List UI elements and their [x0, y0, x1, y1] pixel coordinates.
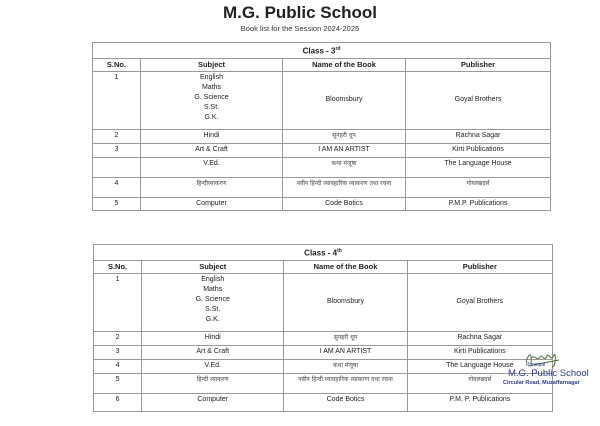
subject-name: Computer [196, 199, 227, 207]
table-row [94, 359, 553, 373]
cell-sno: 1 [94, 273, 142, 331]
cell-publisher: The Language House [407, 359, 552, 373]
cell-sno: 4 [94, 359, 142, 373]
cell-subject [142, 273, 284, 331]
subject-name: Art & Craft [196, 347, 230, 355]
cell-subject [142, 373, 284, 393]
table-row [94, 393, 553, 411]
subject-name: S.St. [205, 305, 221, 313]
subject-name: हिन्दीव्याकरण [196, 179, 227, 187]
table-row [94, 373, 553, 393]
cell-publisher: Kirti Publications [407, 345, 552, 359]
cell-subject [141, 157, 283, 177]
cell-publisher: गोयलब्रदर्स [407, 373, 552, 393]
subject-name: Hindi [203, 131, 220, 139]
cell-book: नवीन हिन्दी व्यावहारिक व्याकरण तथा रचना [284, 373, 407, 393]
cell-sno: 5 [94, 373, 142, 393]
subject-name: G.K. [204, 113, 219, 121]
cell-subject [141, 129, 283, 143]
subject-name: English [200, 73, 223, 81]
cell-book: Bloomsbury [283, 71, 406, 129]
cell-subject [141, 71, 283, 129]
cell-publisher: P.M.P. Publications [406, 197, 551, 210]
subject-name: G. Science [195, 295, 230, 303]
cell-sno: 1 [93, 71, 141, 129]
school-title: M.G. Public School [223, 3, 377, 22]
column-header-row [94, 260, 553, 273]
cell-publisher: Goyal Brothers [407, 273, 552, 331]
subject-name: Maths [203, 285, 223, 293]
cell-sno: 2 [93, 129, 141, 143]
subject-name: Hindi [204, 333, 221, 341]
table-row [93, 129, 551, 143]
stamp-school-name: M.G. Public School [508, 368, 589, 379]
cell-sno: 2 [94, 331, 142, 345]
cell-subject [141, 177, 283, 197]
cell-publisher: गोयलब्रदर्स [406, 177, 551, 197]
cell-book: I AM AN ARTIST [284, 345, 407, 359]
column-header-publisher: Publisher [407, 260, 552, 273]
column-header-book: Name of the Book [284, 260, 407, 273]
table-body [93, 71, 551, 210]
table-body [94, 273, 553, 411]
subject-name: S.St. [203, 103, 220, 111]
booklist-table-class-4 [93, 244, 553, 412]
table-row [93, 197, 551, 210]
cell-book: कथा मंजूषा [284, 359, 407, 373]
column-header-subject: Subject [142, 260, 284, 273]
stamp-address: Circular Road, Muzaffarnagar [503, 380, 580, 386]
table-row [94, 273, 553, 331]
cell-sno: 5 [93, 197, 141, 210]
cell-sno: 6 [94, 393, 142, 411]
cell-subject [142, 345, 284, 359]
session-subtitle: Book list for the Session 2024-2025 [240, 24, 360, 33]
subject-name: G.K. [205, 315, 220, 323]
cell-publisher: Goyal Brothers [406, 71, 551, 129]
cell-sno [93, 157, 141, 177]
stamp-role: Principal [526, 362, 546, 368]
table-row [94, 345, 553, 359]
column-header-row [93, 58, 551, 71]
subject-name: V.Ed. [203, 159, 220, 167]
cell-subject [142, 331, 284, 345]
subject-name: V.Ed. [204, 361, 221, 369]
cell-publisher: Kirti Publications [406, 143, 551, 157]
cell-book: सुनहरी धूप [283, 129, 406, 143]
column-header-sno: S.No. [94, 260, 142, 273]
class-heading: Class - 4th [94, 245, 553, 261]
cell-book: Bloomsbury [284, 273, 407, 331]
table-row [93, 71, 551, 129]
class-heading: Class - 3rd [93, 43, 551, 59]
cell-publisher: Rachna Sagar [406, 129, 551, 143]
column-header-subject: Subject [141, 58, 283, 71]
table-row [93, 177, 551, 197]
subject-name: Computer [197, 395, 229, 403]
cell-subject [142, 393, 284, 411]
cell-publisher: Rachna Sagar [407, 331, 552, 345]
cell-book: सुनहरी धूप [284, 331, 407, 345]
table-row [93, 157, 551, 177]
cell-sno: 4 [93, 177, 141, 197]
subject-name: G. Science [194, 93, 229, 101]
cell-book: Code Botics [283, 197, 406, 210]
cell-book: नवीन हिन्दी व्यावहारिक व्याकरण तथा रचना [283, 177, 406, 197]
cell-publisher: The Language House [406, 157, 551, 177]
subject-name: Maths [201, 83, 222, 91]
table-row [93, 143, 551, 157]
cell-subject [141, 197, 283, 210]
subject-name: हिन्दी व्याकरण [196, 375, 229, 383]
cell-book: I AM AN ARTIST [283, 143, 406, 157]
column-header-publisher: Publisher [406, 58, 551, 71]
cell-sno: 3 [94, 345, 142, 359]
table-row [94, 331, 553, 345]
booklist-table-class-3 [92, 42, 551, 211]
cell-book: Code Botics [284, 393, 407, 411]
cell-sno: 3 [93, 143, 141, 157]
subject-name: English [201, 275, 225, 283]
column-header-book: Name of the Book [283, 58, 406, 71]
cell-book: कथा मंजूषा [283, 157, 406, 177]
cell-subject [141, 143, 283, 157]
column-header-sno: S.No. [93, 58, 141, 71]
class-heading-row [94, 245, 553, 261]
class-heading-row [93, 43, 551, 59]
subject-name: Art & Craft [195, 145, 228, 153]
cell-publisher: P.M. P. Publications [407, 393, 552, 411]
cell-subject [142, 359, 284, 373]
